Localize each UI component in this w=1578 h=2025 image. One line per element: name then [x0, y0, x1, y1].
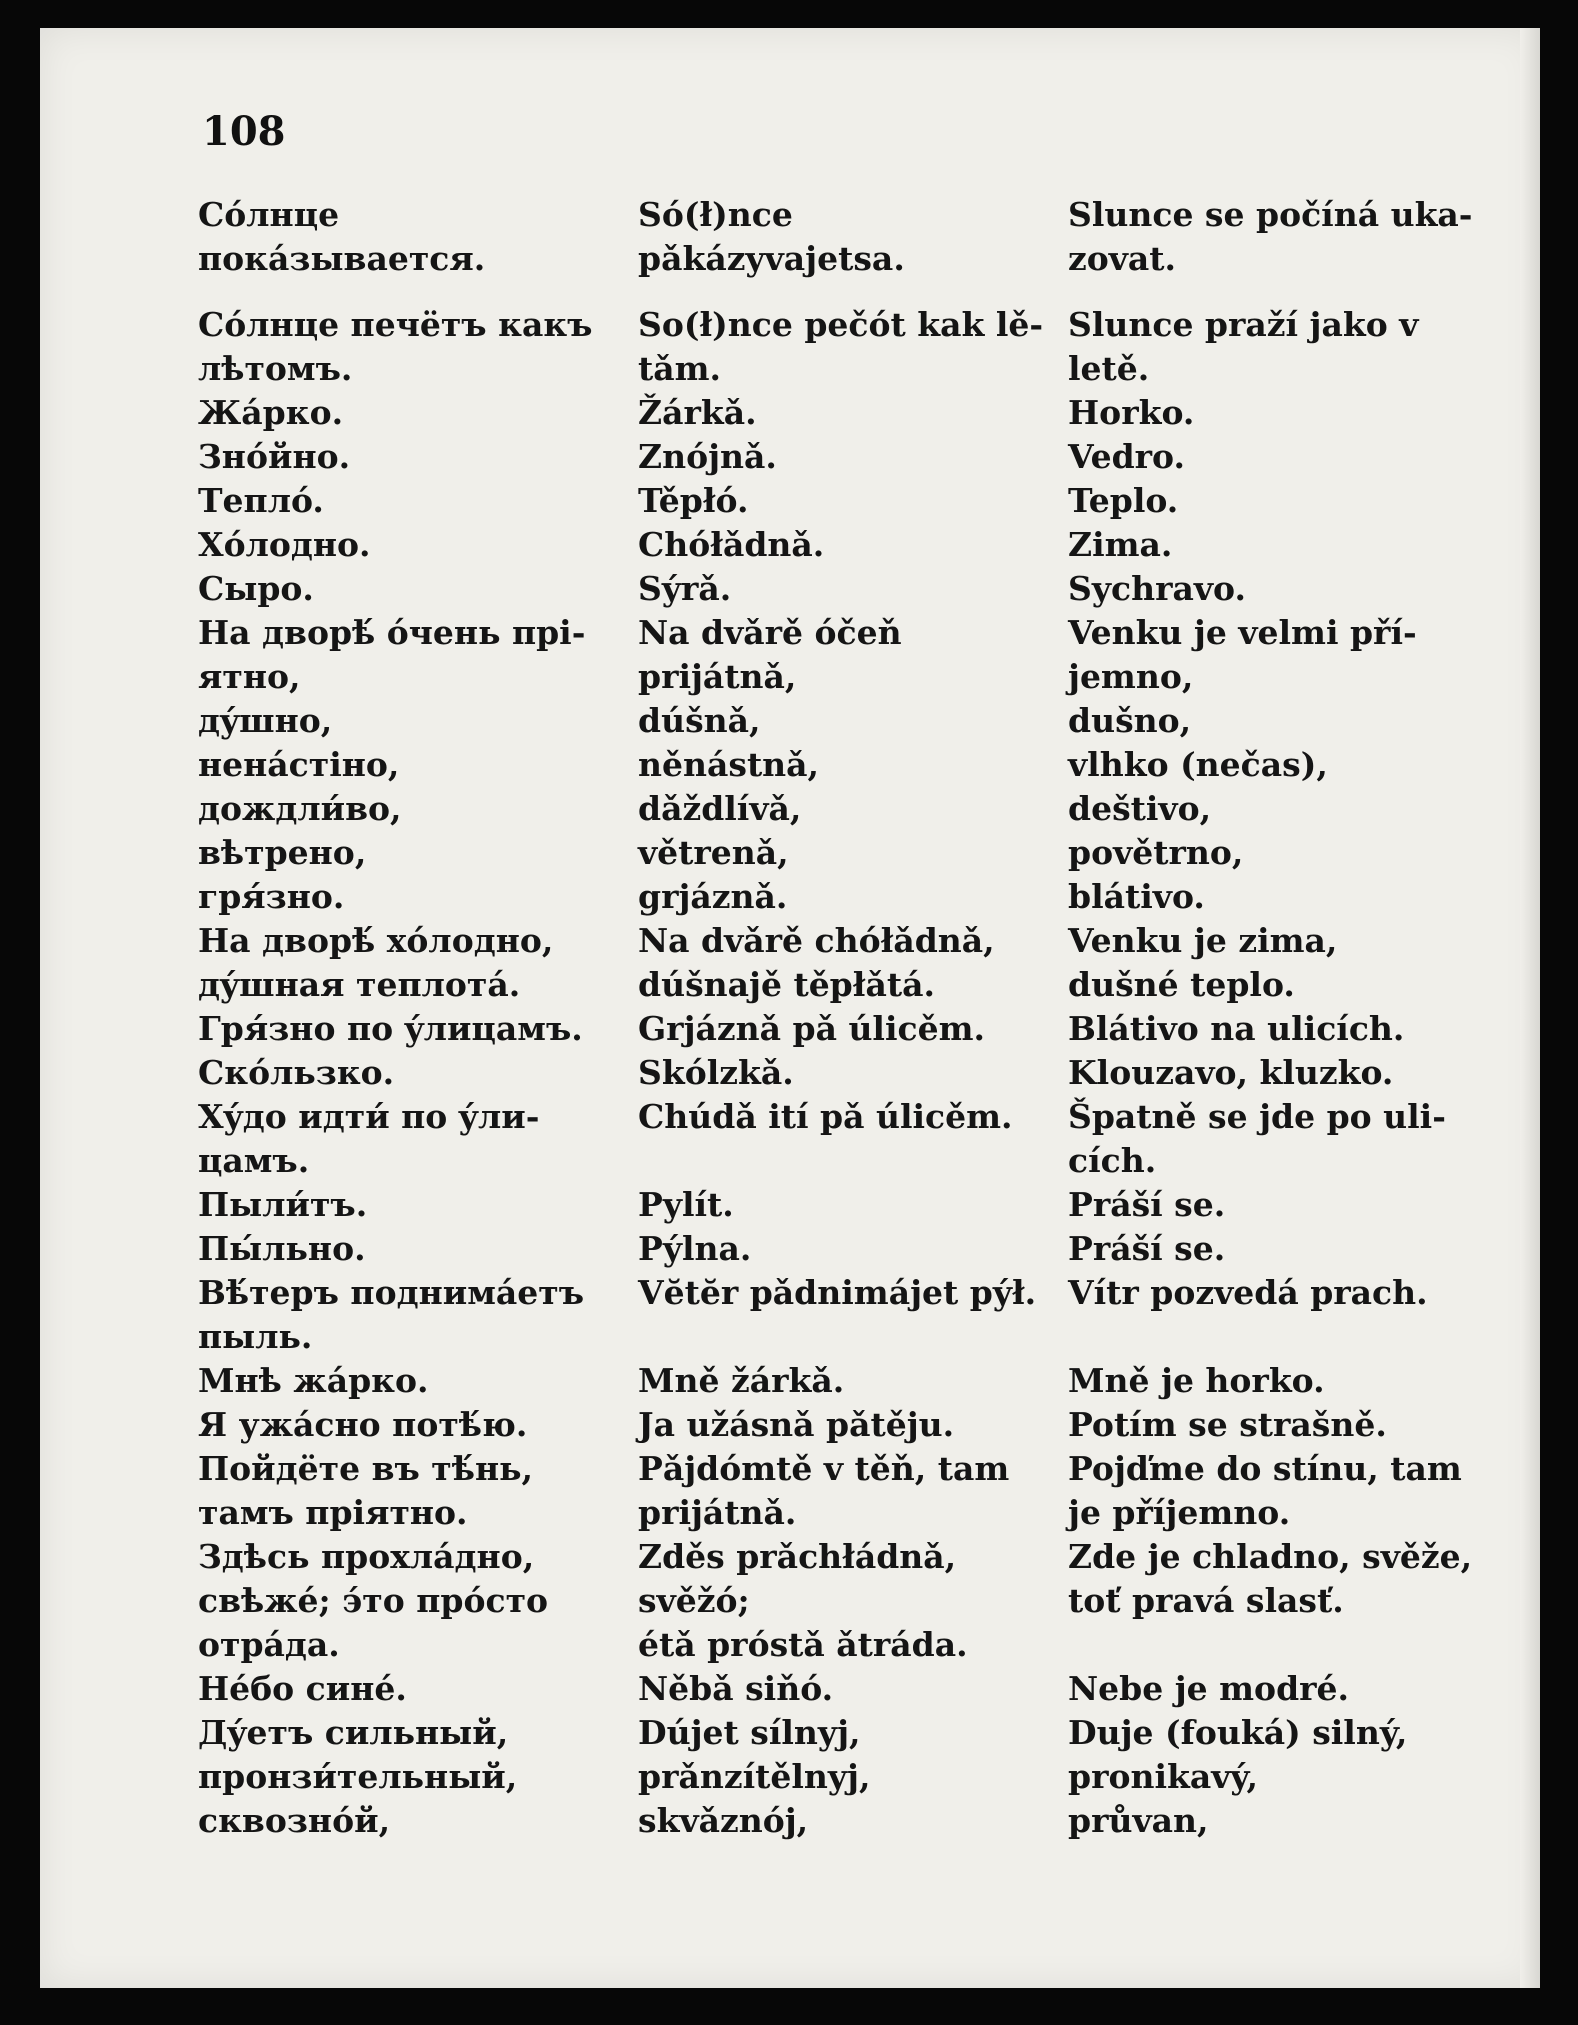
czech-text: Zima. [1068, 525, 1173, 564]
transliteration-text: Znójnǎ. [638, 437, 777, 476]
russian-text: Гря́зно по ýлицамъ. [198, 1009, 583, 1048]
russian-text: Здѣсь прохлáдно, свѣжé; э́то прóсто отрáда. [198, 1537, 549, 1664]
transliteration-text: So(ł)nce pečót kak lě- tǎm. [638, 305, 1044, 388]
transliteration-text: Dújet sílnyj, [638, 1713, 861, 1752]
phrase-row [198, 1667, 1498, 1711]
russian-text: Пыли́тъ. [198, 1185, 368, 1224]
transliteration-text: Pýlna. [638, 1229, 752, 1268]
transliteration-text: Só(ł)nce pǎkázyvajetsa. [638, 195, 905, 278]
czech-text: Špatně se jde po uli- cích. [1068, 1097, 1446, 1180]
czech-text: vlhko (nečas), [1068, 745, 1328, 784]
phrase-row [198, 1755, 1498, 1799]
transliteration-text: Těpłó. [638, 481, 749, 520]
phrase-row [198, 1447, 1498, 1535]
czech-text: Pojďme do stínu, tam je příjemno. [1068, 1449, 1462, 1532]
czech-text: Slunce se počíná uka- zovat. [1068, 195, 1473, 278]
czech-text: Teplo. [1068, 481, 1179, 520]
russian-text: Пы́льно. [198, 1229, 366, 1268]
transliteration-text: skvǎznój, [638, 1801, 809, 1840]
transliteration-text: Zděs prǎchłádnǎ, svěžó; étǎ próstǎ ǎtráda. [638, 1537, 968, 1664]
transliteration-text: Pylít. [638, 1185, 734, 1224]
russian-text: Скóльзко. [198, 1053, 395, 1092]
russian-text: Знóйно. [198, 437, 351, 476]
russian-text: Сыро. [198, 569, 314, 608]
transliteration-text: větrenǎ, [638, 833, 789, 872]
czech-text: Slunce praží jako v letě. [1068, 305, 1419, 388]
czech-text: Vedro. [1068, 437, 1185, 476]
phrase-row [198, 1227, 1498, 1271]
czech-text: průvan, [1068, 1801, 1209, 1840]
phrase-row [198, 435, 1498, 479]
transliteration-text: Na dvǎrě chółǎdnǎ, [638, 921, 995, 960]
phrase-row [198, 875, 1498, 919]
phrase-row [198, 743, 1498, 787]
transliteration-text: něnástnǎ, [638, 745, 820, 784]
transliteration-text: Chółǎdnǎ. [638, 525, 825, 564]
czech-text: Sychravo. [1068, 569, 1246, 608]
phrase-row [198, 193, 1498, 281]
book-page [40, 28, 1540, 1988]
phrase-row [198, 963, 1498, 1007]
russian-text: Хóлодно. [198, 525, 371, 564]
czech-text: Vítr pozvedá prach. [1068, 1273, 1428, 1312]
russian-text: Теплó. [198, 481, 324, 520]
czech-text: blátivo. [1068, 877, 1205, 916]
phrase-row [198, 1403, 1498, 1447]
russian-text: Хýдо идти́ по ýли- цамъ. [198, 1097, 540, 1180]
russian-text: Дýетъ сильный, [198, 1713, 509, 1752]
czech-text: Blátivo na ulicích. [1068, 1009, 1405, 1048]
czech-text: Práší se. [1068, 1229, 1226, 1268]
phrase-row [198, 831, 1498, 875]
phrase-row [198, 787, 1498, 831]
czech-text: pronikavý, [1068, 1757, 1258, 1796]
russian-text: Нéбо синé. [198, 1669, 407, 1708]
czech-text: Nebe je modré. [1068, 1669, 1350, 1708]
phrase-row [198, 1711, 1498, 1755]
phrase-row [198, 1183, 1498, 1227]
russian-text: дождли́во, [198, 789, 402, 828]
phrase-table [198, 193, 1498, 1843]
page-number: 108 [202, 108, 286, 155]
phrase-row [198, 699, 1498, 743]
phrase-row [198, 611, 1498, 699]
transliteration-text: Sýrǎ. [638, 569, 732, 608]
phrase-row [198, 303, 1498, 391]
czech-text: Mně je horko. [1068, 1361, 1325, 1400]
transliteration-text: Něbǎ siňó. [638, 1669, 834, 1708]
russian-text: сквознóй, [198, 1801, 391, 1840]
russian-text: Мнѣ жáрко. [198, 1361, 429, 1400]
transliteration-text: prǎnzítělnyj, [638, 1757, 871, 1796]
phrase-row [198, 1359, 1498, 1403]
russian-text: дýшно, [198, 701, 333, 740]
czech-text: Zde je chladno, svěže, toť pravá slasť. [1068, 1537, 1473, 1620]
transliteration-text: Vĕtĕr pǎdnimájet pýł. [638, 1273, 1037, 1312]
transliteration-text: Chúdǎ ití pǎ úlicěm. [638, 1097, 1013, 1136]
czech-text: Horko. [1068, 393, 1195, 432]
russian-text: Жáрко. [198, 393, 344, 432]
phrase-row [198, 1007, 1498, 1051]
transliteration-text: dǎždlívǎ, [638, 789, 802, 828]
transliteration-text: Mně žárkǎ. [638, 1361, 845, 1400]
czech-text: Venku je velmi pří- jemno, [1068, 613, 1417, 696]
phrase-row [198, 1535, 1498, 1667]
czech-text: Venku je zima, [1068, 921, 1338, 960]
czech-text: dušno, [1068, 701, 1192, 740]
phrase-row [198, 919, 1498, 963]
phrase-row [198, 1095, 1498, 1183]
czech-text: Klouzavo, kluzko. [1068, 1053, 1394, 1092]
phrase-row [198, 391, 1498, 435]
transliteration-text: Na dvǎrě óčeň prijátnǎ, [638, 613, 902, 696]
transliteration-text: dúšnǎ, [638, 701, 761, 740]
russian-text: Вѣ́теръ поднимáетъ пыль. [198, 1273, 585, 1356]
phrase-row [198, 523, 1498, 567]
phrase-row [198, 479, 1498, 523]
transliteration-text: grjáznǎ. [638, 877, 788, 916]
transliteration-text: dúšnajě těpłǎtá. [638, 965, 935, 1004]
czech-text: povětrno, [1068, 833, 1244, 872]
russian-text: Я ужáсно потѣ́ю. [198, 1405, 528, 1444]
russian-text: Сóлнце покáзывается. [198, 195, 486, 278]
russian-text: ненáстіно, [198, 745, 400, 784]
russian-text: На дворѣ́ óчень прі- ятно, [198, 613, 586, 696]
russian-text: Пойдёте въ тѣ́нь, тамъ пріятно. [198, 1449, 533, 1532]
czech-text: dušné teplo. [1068, 965, 1295, 1004]
page-edge-shadow [1520, 28, 1540, 1988]
transliteration-text: Skólzkǎ. [638, 1053, 794, 1092]
russian-text: дýшная теплотá. [198, 965, 521, 1004]
czech-text: Práší se. [1068, 1185, 1226, 1224]
russian-text: гря́зно. [198, 877, 345, 916]
transliteration-text: Ja užásnǎ pǎtěju. [638, 1405, 955, 1444]
russian-text: вѣтрено, [198, 833, 367, 872]
transliteration-text: Pǎjdómtě v těň, tam prijátnǎ. [638, 1449, 1010, 1532]
russian-text: пронзи́тельный, [198, 1757, 518, 1796]
phrase-row [198, 1051, 1498, 1095]
russian-text: Сóлнце печётъ какъ лѣтомъ. [198, 305, 593, 388]
russian-text: На дворѣ́ хóлодно, [198, 921, 554, 960]
transliteration-text: Žárkǎ. [638, 393, 757, 432]
czech-text: deštivo, [1068, 789, 1212, 828]
czech-text: Duje (fouká) silný, [1068, 1713, 1408, 1752]
phrase-row [198, 1799, 1498, 1843]
phrase-row [198, 567, 1498, 611]
transliteration-text: Grjáznǎ pǎ úlicěm. [638, 1009, 985, 1048]
phrase-row [198, 1271, 1498, 1359]
czech-text: Potím se strašně. [1068, 1405, 1387, 1444]
